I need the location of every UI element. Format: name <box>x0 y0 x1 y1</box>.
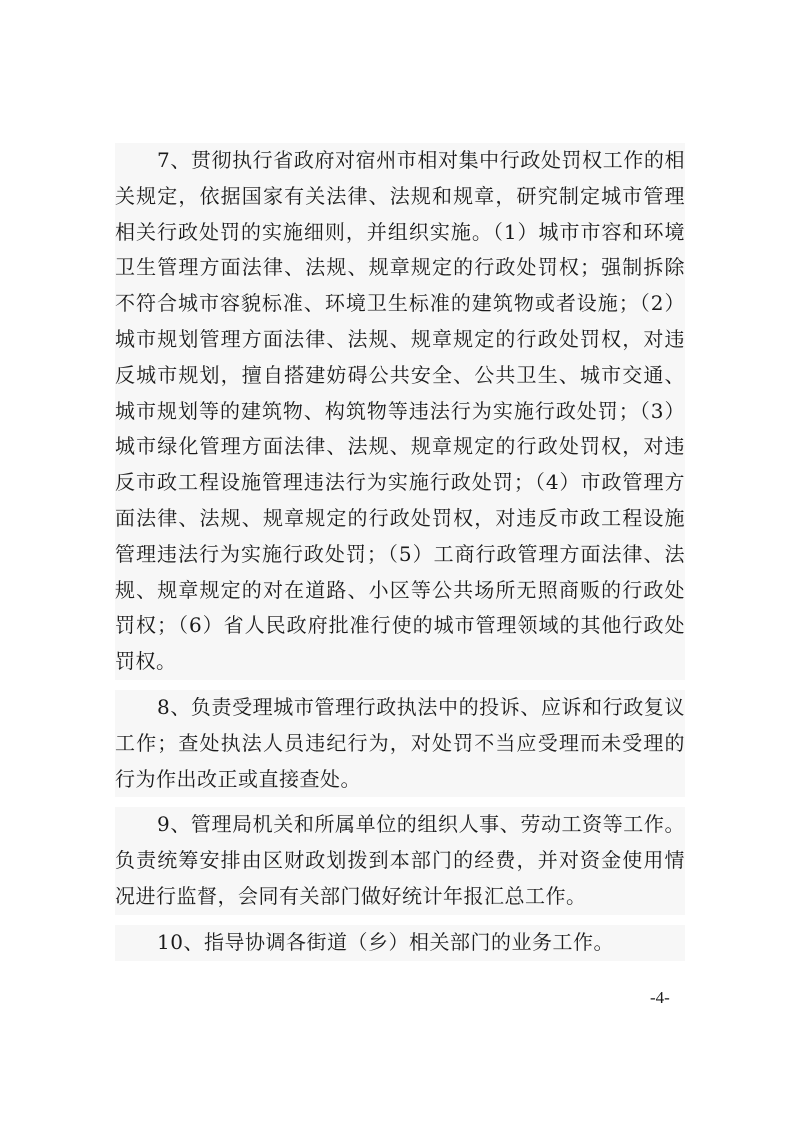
paragraph-item-7: 7、贯彻执行省政府对宿州市相对集中行政处罚权工作的相关规定，依据国家有关法律、法规和规章，研究制定城市管理相关行政处罚的实施细则，并组织实施。（1）城市市容和环境卫生管理方面法律、法规、规章规定的行政处罚权；强制拆除不符合城市容貌标准、环境卫生标准的建筑物或者设施；（2）城市规划管理方面法律、法规、规章规定的行政处罚权，对违反城市规划，擅自搭建妨碍公共安全、公共卫生、城市交通、城市规划等的建筑物、构筑物等违法行为实施行政处罚；（3）城市绿化管理方面法律、法规、规章规定的行政处罚权，对违反市政工程设施管理违法行为实施行政处罚；（4）市政管理方面法律、法规、规章规定的行政处罚权，对违反市政工程设施管理违法行为实施行政处罚；（5）工商行政管理方面法律、法规、规章规定的对在道路、小区等公共场所无照商贩的行政处罚权；（6）省人民政府批准行使的城市管理领域的其他行政处罚权。 <box>115 143 685 680</box>
paragraph-item-8: 8、负责受理城市管理行政执法中的投诉、应诉和行政复议工作；查处执法人员违纪行为，对处罚不当应受理而未受理的行为作出改正或直接查处。 <box>115 690 685 797</box>
paragraph-item-10: 10、指导协调各街道（乡）相关部门的业务工作。 <box>115 925 685 961</box>
paragraph-item-9: 9、管理局机关和所属单位的组织人事、劳动工资等工作。负责统筹安排由区财政划拨到本部门的经费，并对资金使用情况进行监督，会同有关部门做好统计年报汇总工作。 <box>115 807 685 914</box>
document-body <box>115 143 685 961</box>
page-number: -4- <box>650 988 670 1007</box>
